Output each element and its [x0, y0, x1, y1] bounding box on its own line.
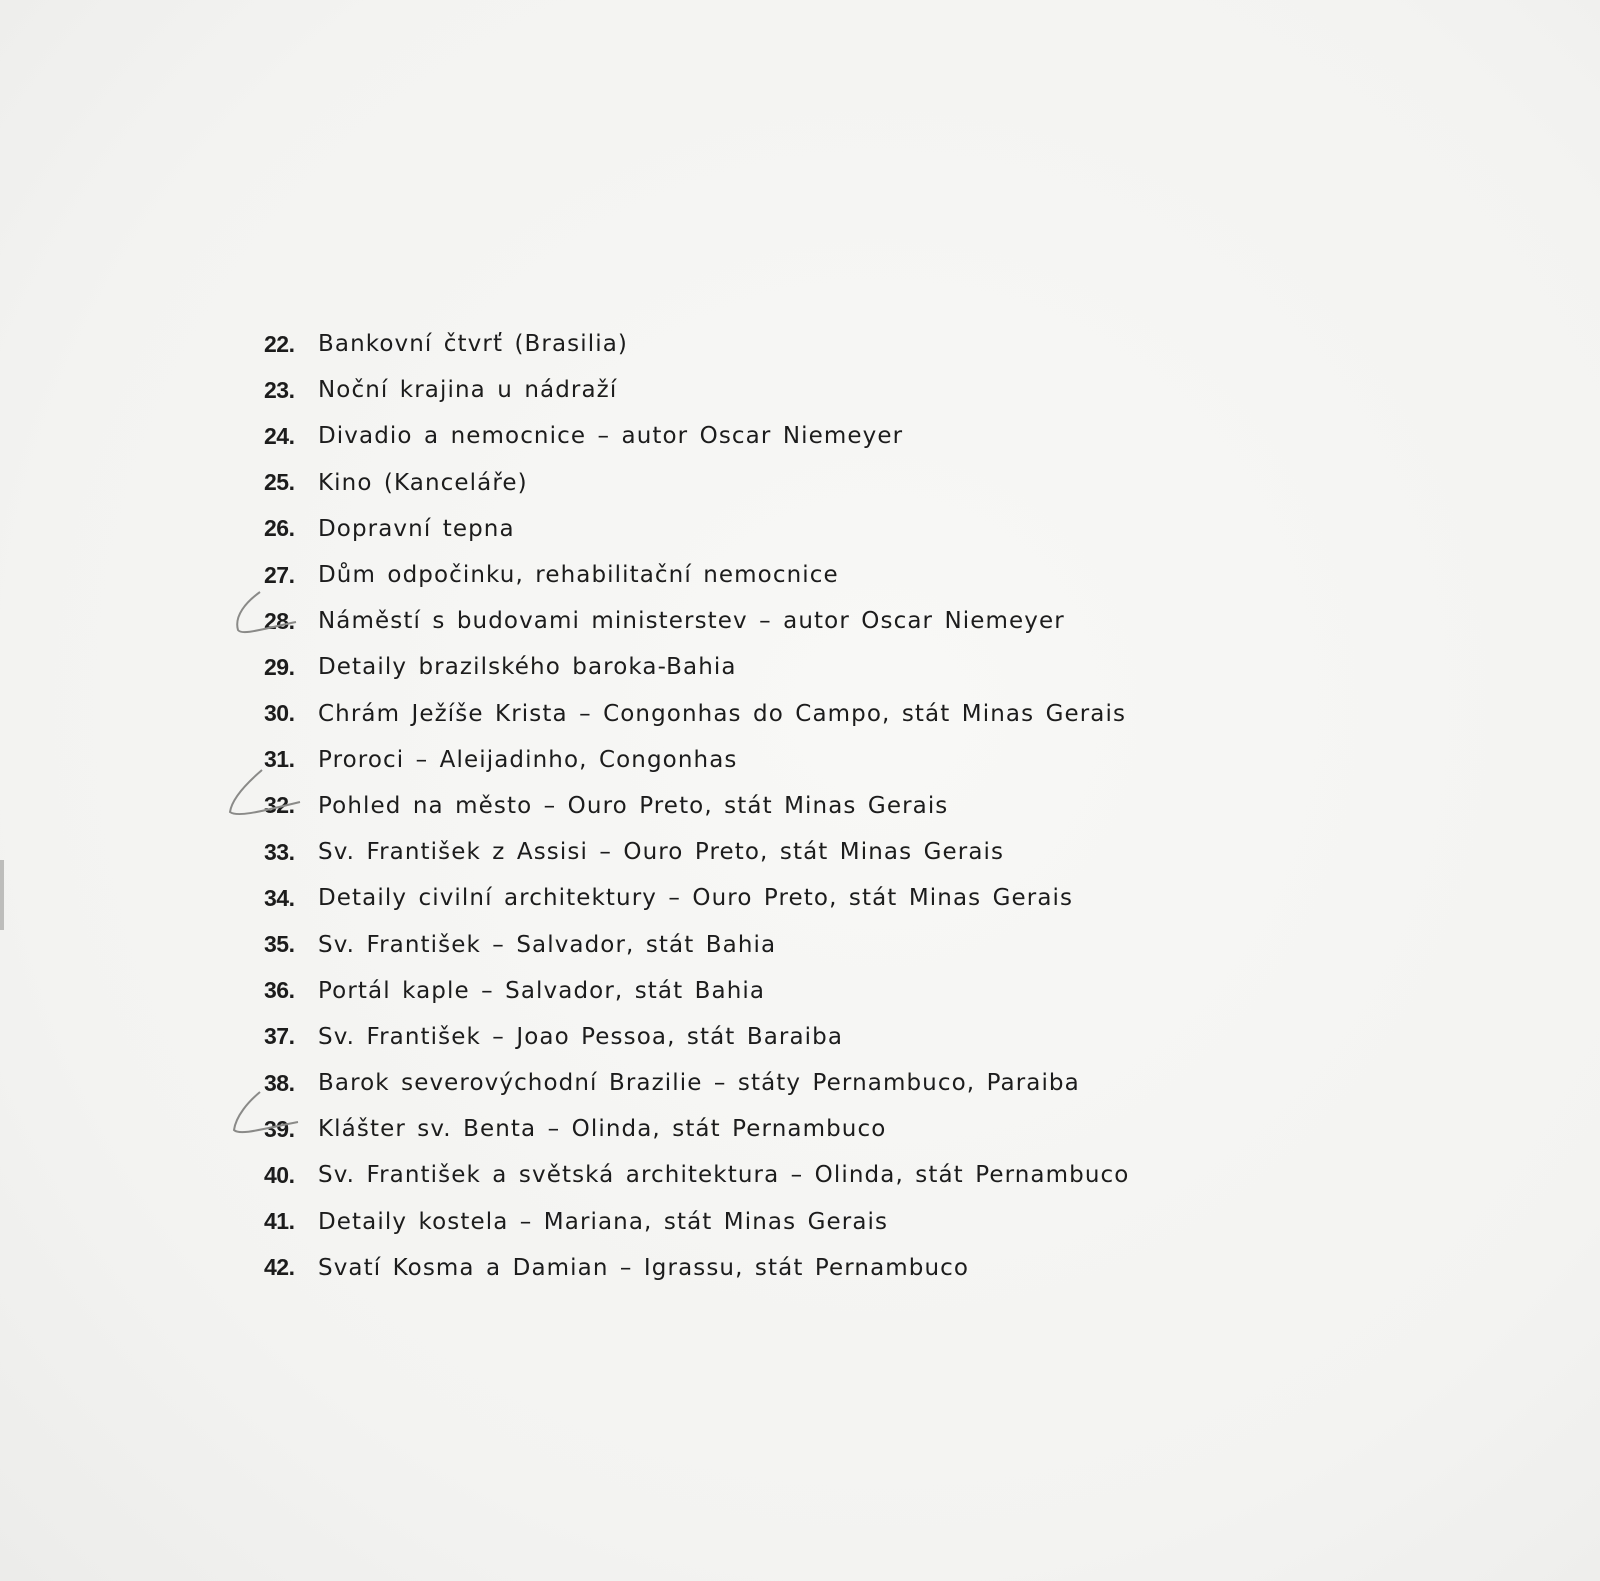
list-item — [264, 1014, 1129, 1060]
plate-title: Bankovní čtvrť (Brasilia) — [318, 331, 628, 358]
plate-number: 25. — [264, 469, 295, 496]
plate-number: 33. — [264, 838, 295, 865]
plate-number: 37. — [264, 1023, 295, 1050]
plate-title: Svatí Kosma a Damian – Igrassu, stát Pernambuco — [318, 1254, 970, 1281]
list-item — [264, 737, 1129, 783]
list-item — [264, 367, 1129, 413]
plate-number: 38. — [264, 1069, 295, 1096]
list-item — [264, 1152, 1129, 1198]
plate-number: 29. — [264, 653, 295, 680]
plate-number: 30. — [264, 700, 295, 727]
plate-title: Divadio a nemocnice – autor Oscar Niemeyer — [318, 423, 904, 450]
plate-number: 32. — [264, 792, 295, 819]
list-item — [264, 413, 1129, 459]
plate-title: Klášter sv. Benta – Olinda, stát Pernambuco — [318, 1116, 887, 1143]
plate-title: Dopravní tepna — [318, 515, 515, 542]
plate-number: 31. — [264, 746, 295, 773]
plate-number: 24. — [264, 422, 295, 449]
list-item — [264, 1245, 1129, 1291]
plate-number: 26. — [264, 515, 295, 542]
plate-title: Portál kaple – Salvador, stát Bahia — [318, 977, 766, 1004]
plate-title: Pohled na město – Ouro Preto, stát Minas Gerais — [318, 792, 949, 819]
list-item — [264, 321, 1129, 367]
list-item — [264, 875, 1129, 921]
plate-number: 27. — [264, 561, 295, 588]
plate-title: Detaily civilní architektury – Ouro Preto, stát Minas Gerais — [318, 885, 1074, 912]
plate-title: Dům odpočinku, rehabilitační nemocnice — [318, 562, 839, 589]
plate-title: Náměstí s budovami ministerstev – autor Oscar Niemeyer — [318, 608, 1065, 635]
list-item — [264, 1106, 1129, 1152]
list-item — [264, 1199, 1129, 1245]
scan-edge-mark — [0, 860, 4, 930]
plate-title: Chrám Ježíše Krista – Congonhas do Campo, stát Minas Gerais — [318, 700, 1127, 727]
list-item — [264, 921, 1129, 967]
plate-number: 35. — [264, 931, 295, 958]
plate-title: Sv. František a světská architektura – Olinda, stát Pernambuco — [318, 1162, 1130, 1189]
list-item — [264, 691, 1129, 737]
plate-title: Proroci – Aleijadinho, Congonhas — [318, 746, 738, 773]
list-item — [264, 783, 1129, 829]
list-item — [264, 968, 1129, 1014]
plate-list — [264, 321, 1129, 1291]
plate-number: 41. — [264, 1208, 295, 1235]
plate-title: Barok severovýchodní Brazilie – státy Pernambuco, Paraiba — [318, 1070, 1080, 1097]
plate-title: Noční krajina u nádraží — [318, 377, 618, 404]
plate-title: Sv. František z Assisi – Ouro Preto, stát Minas Gerais — [318, 839, 1005, 866]
plate-number: 42. — [264, 1254, 295, 1281]
plate-title: Detaily kostela – Mariana, stát Minas Gerais — [318, 1208, 889, 1235]
plate-number: 28. — [264, 607, 295, 634]
plate-title: Sv. František – Salvador, stát Bahia — [318, 931, 777, 958]
list-item — [264, 829, 1129, 875]
plate-number: 22. — [264, 330, 295, 357]
plate-title: Detaily brazilského baroka-Bahia — [318, 654, 737, 681]
list-item — [264, 1060, 1129, 1106]
plate-number: 39. — [264, 1115, 295, 1142]
list-item — [264, 598, 1129, 644]
list-item — [264, 552, 1129, 598]
plate-title: Sv. František – Joao Pessoa, stát Baraiba — [318, 1023, 844, 1050]
plate-number: 34. — [264, 884, 295, 911]
plate-number: 23. — [264, 376, 295, 403]
plate-number: 40. — [264, 1161, 295, 1188]
list-item — [264, 506, 1129, 552]
list-item — [264, 644, 1129, 690]
list-item — [264, 460, 1129, 506]
plate-title: Kino (Kanceláře) — [318, 469, 528, 496]
plate-number: 36. — [264, 977, 295, 1004]
